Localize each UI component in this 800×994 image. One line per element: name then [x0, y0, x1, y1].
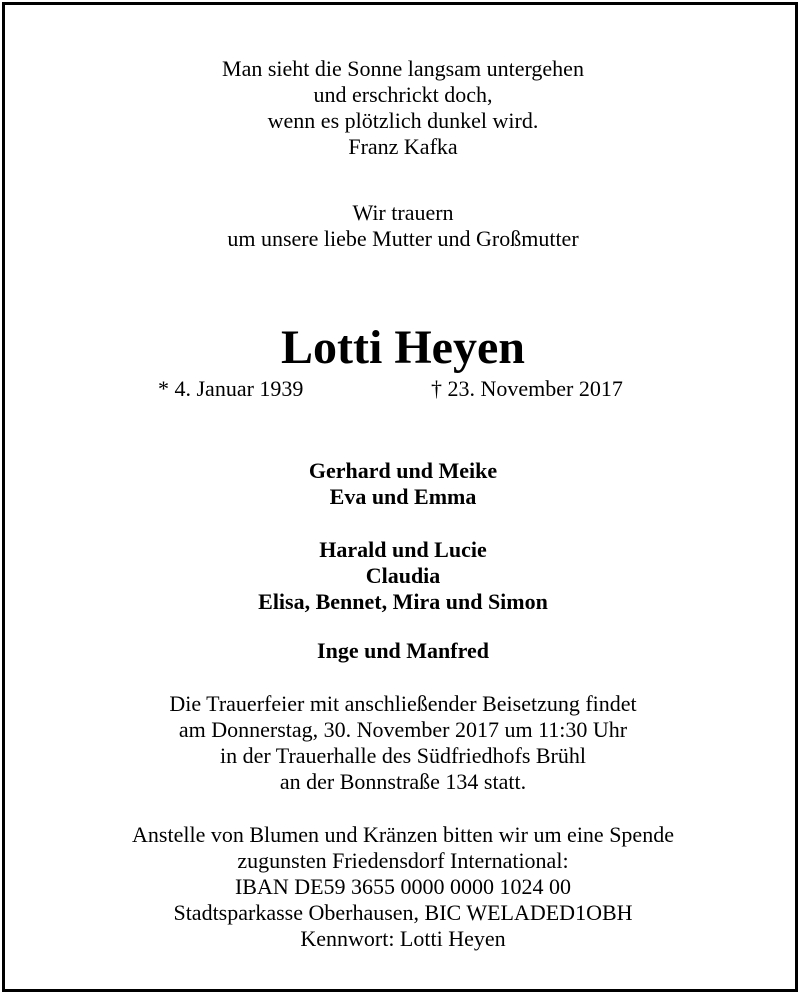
mourner-line: Inge und Manfred — [317, 638, 489, 663]
birth-date: * 4. Januar 1939 — [158, 376, 304, 401]
quote-line-1: Man sieht die Sonne langsam untergehen — [222, 56, 584, 81]
mourner-line: Claudia — [365, 563, 441, 588]
mourner-line: Eva und Emma — [329, 484, 477, 509]
mourner-line: Gerhard und Meike — [308, 458, 498, 483]
donation-iban: IBAN DE59 3655 0000 0000 1024 00 — [234, 874, 572, 899]
quote-line-2: und erschrickt doch, — [313, 82, 493, 107]
quote-author: Franz Kafka — [348, 134, 458, 159]
donation-line-1: Anstelle von Blumen und Kränzen bitten wir um eine Spende — [132, 822, 674, 847]
intro-line-2: um unsere liebe Mutter und Großmutter — [227, 226, 579, 251]
quote-line-3: wenn es plötzlich dunkel wird. — [267, 108, 539, 133]
mourner-line: Harald und Lucie — [319, 537, 487, 562]
donation-bank: Stadtsparkasse Oberhausen, BIC WELADED1OBH — [173, 900, 633, 925]
mourner-line: Elisa, Bennet, Mira und Simon — [258, 589, 548, 614]
ceremony-line-1: Die Trauerfeier mit anschließender Beisetzung findet — [169, 691, 637, 716]
death-date: † 23. November 2017 — [431, 376, 623, 401]
deceased-name: Lotti Heyen — [281, 321, 525, 374]
ceremony-line-2: am Donnerstag, 30. November 2017 um 11:30 Uhr — [178, 717, 628, 742]
ceremony-line-3: in der Trauerhalle des Südfriedhofs Brühl — [220, 743, 586, 768]
donation-line-2: zugunsten Friedensdorf International: — [237, 848, 569, 873]
obituary-notice — [2, 2, 798, 992]
ceremony-line-4: an der Bonnstraße 134 statt. — [279, 769, 527, 794]
donation-keyword: Kennwort: Lotti Heyen — [300, 926, 506, 951]
intro-line-1: Wir trauern — [352, 200, 454, 225]
